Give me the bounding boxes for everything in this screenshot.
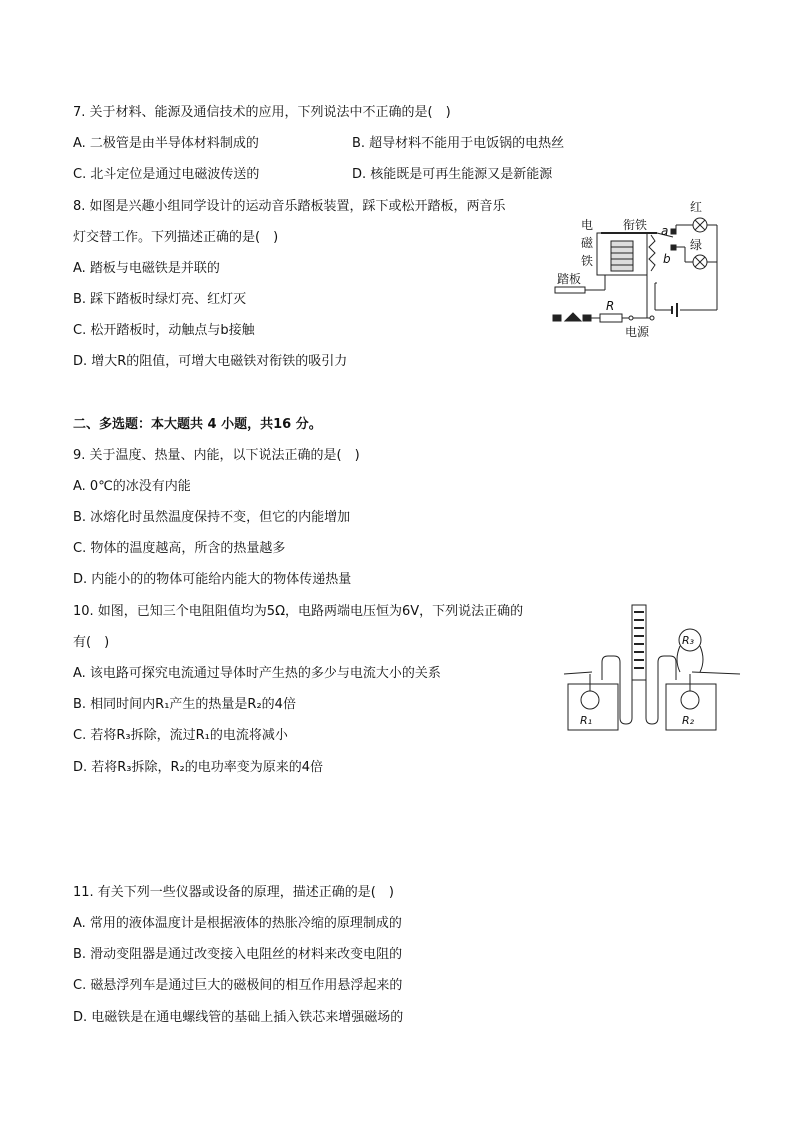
label-pedal: 踏板 [557,272,582,286]
container-left [568,684,618,730]
q8-option-a: A. 踏板与电磁铁是并联的 [73,261,220,276]
contact-a [671,229,676,234]
q8-figure [545,195,735,345]
q9-option-b: B. 冰熔化时虽然温度保持不变，但它的内能增加 [73,510,351,525]
label-r1: R₁ [580,714,593,727]
q9-stem: 9. 关于温度、热量、内能，以下说法正确的是( ) [73,448,360,463]
q7-option-c: C. 北斗定位是通过电磁波传送的 [73,167,260,182]
q11-option-b: B. 滑动变阻器是通过改变接入电阻丝的材料来改变电阻的 [73,947,403,962]
contact-b [671,245,676,250]
q8-option-b: B. 踩下踏板时绿灯亮、红灯灭 [73,292,247,307]
q10-option-d: D. 若将R₃拆除，R₂的电功率变为原来的4倍 [73,760,324,775]
coil [611,241,633,271]
label-b: b [663,252,671,266]
q10-stem-line2: 有( ) [73,635,110,650]
q11-option-a: A. 常用的液体温度计是根据液体的热胀冷缩的原理制成的 [73,916,402,931]
switch-contact [565,313,581,321]
label-electro-3: 铁 [581,254,594,268]
u-tube-left [602,656,632,724]
q8-stem-line1: 8. 如图是兴趣小组同学设计的运动音乐踏板装置，踩下或松开踏板，两音乐 [73,199,506,214]
coil-r2 [681,691,699,709]
label-r: R [606,299,615,313]
label-green: 绿 [690,238,703,252]
q10-option-b: B. 相同时间内R₁产生的热量是R₂的4倍 [73,697,296,712]
q10-figure [562,600,742,735]
q8-option-d: D. 增大R的阻值，可增大电磁铁对衔铁的吸引力 [73,354,348,369]
spring [649,235,655,271]
q8-option-c: C. 松开踏板时，动触点与b接触 [73,323,255,338]
label-power: 电源 [625,325,650,339]
section-title: 二、多选题：本大题共 4 小题，共16 分。 [73,417,322,432]
resistor-r [600,314,622,322]
label-r2: R₂ [682,714,695,727]
q8-stem-line2: 灯交替工作。下列描述正确的是( ) [73,230,279,245]
label-electro-2: 磁 [581,236,594,250]
q11-option-c: C. 磁悬浮列车是通过巨大的磁极间的相互作用悬浮起来的 [73,978,403,993]
q10-option-c: C. 若将R₃拆除，流过R₁的电流将减小 [73,728,288,743]
label-electro-1: 电 [581,218,594,232]
label-r3: R₃ [682,634,695,647]
q7-option-a: A. 二极管是由半导体材料制成的 [73,136,259,151]
q9-option-a: A. 0℃的冰没有内能 [73,479,191,494]
q9-option-d: D. 内能小的的物体可能给内能大的物体传递热量 [73,572,352,587]
label-a: a [661,224,669,238]
coil-r1 [581,691,599,709]
label-armature: 衔铁 [623,218,648,232]
pedal [555,287,585,293]
q10-stem-line1: 10. 如图，已知三个电阻阻值均为5Ω，电路两端电压恒为6V，下列说法正确的 [73,604,524,619]
label-red: 红 [690,200,703,214]
u-tube-right [646,656,676,724]
q10-option-a: A. 该电路可探究电流通过导体时产生热的多少与电流大小的关系 [73,666,441,681]
q11-stem: 11. 有关下列一些仪器或设备的原理，描述正确的是( ) [73,885,394,900]
q7-option-d: D. 核能既是可再生能源又是新能源 [352,167,553,182]
q9-option-c: C. 物体的温度越高，所含的热量越多 [73,541,286,556]
q11-option-d: D. 电磁铁是在通电螺线管的基础上插入铁芯来增强磁场的 [73,1010,404,1025]
q7-stem: 7. 关于材料、能源及通信技术的应用，下列说法中不正确的是( ) [73,105,451,120]
q7-option-b: B. 超导材料不能用于电饭锅的电热丝 [352,136,565,151]
